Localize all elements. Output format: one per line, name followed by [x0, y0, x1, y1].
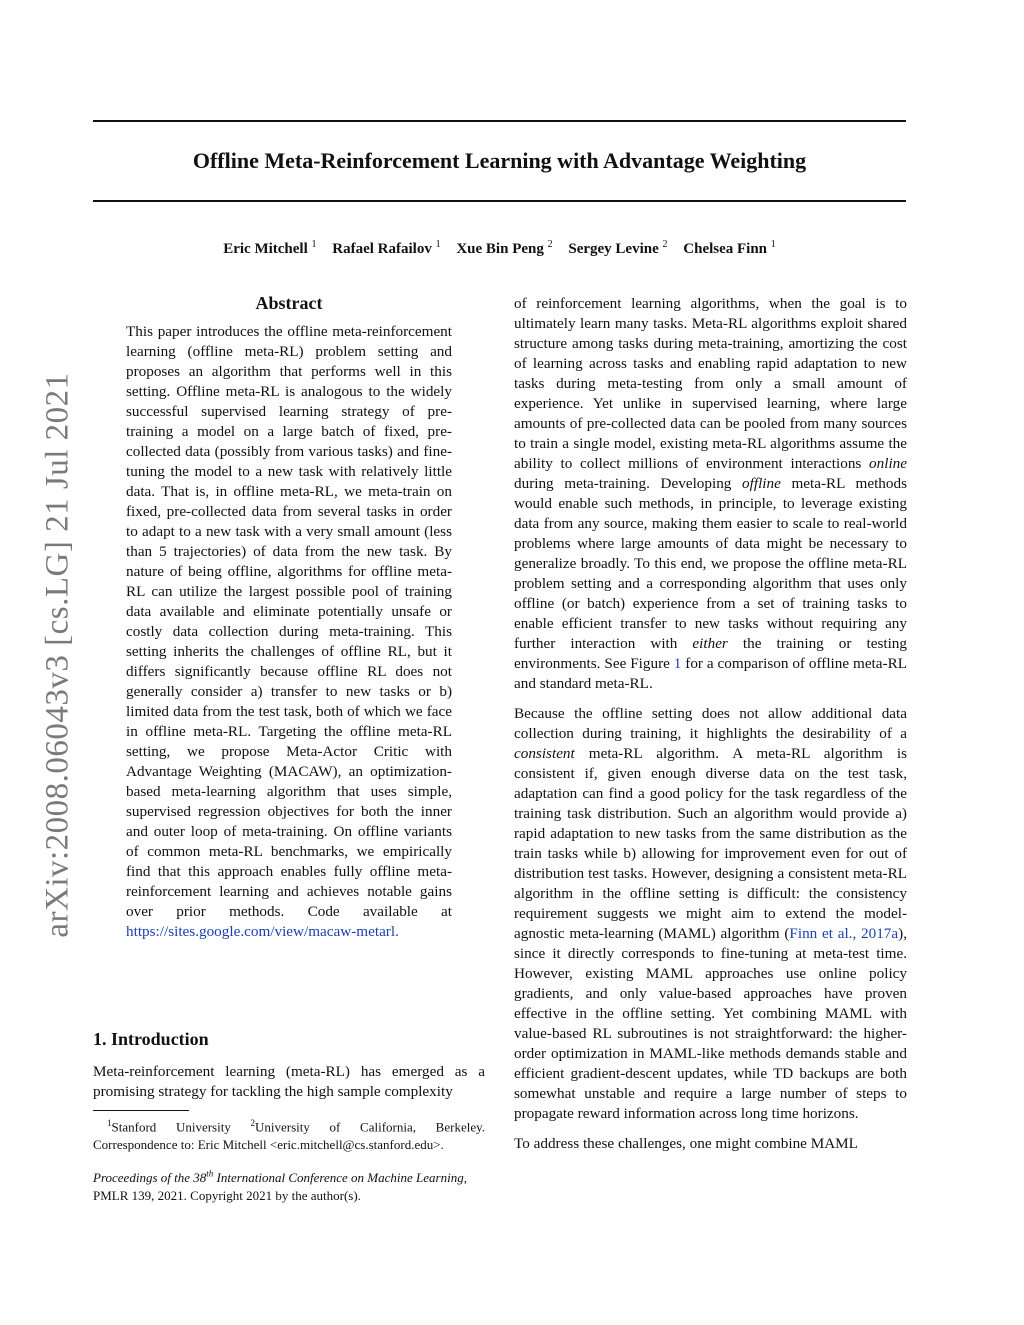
emphasis: offline	[742, 475, 781, 492]
abstract-body	[126, 322, 452, 942]
author-4	[568, 241, 667, 257]
author-5	[683, 241, 776, 257]
title-top-rule	[93, 120, 906, 122]
text-run: the training or testing environments. See Figure	[514, 635, 907, 672]
project-link[interactable]: https://sites.google.com/view/macaw-metarl.	[126, 923, 399, 940]
text-run: meta-RL methods would enable such methods, in principle, to leverage existing data from any source, making them easier to scale to real-world problems where large amounts of data might be necessary to generalize broadly. To this end, we propose the offline meta-RL problem setting and a corresponding algorithm that uses only offline (or batch) experience from a set of training tasks to enable efficient transfer to new tasks without requiring any further interaction with	[514, 475, 907, 652]
author-name: Eric Mitchell	[223, 241, 308, 257]
author-name: Xue Bin Peng	[456, 241, 544, 257]
author-name: Sergey Levine	[568, 241, 659, 257]
citation-link[interactable]: Finn et al., 2017a	[789, 925, 899, 942]
section-heading-introduction: 1. Introduction	[93, 1029, 209, 1049]
text-run: for a comparison of offline meta-RL and standard meta-RL.	[514, 655, 907, 692]
copyright-text: , PMLR 139, 2021. Copyright 2021 by the author(s).	[93, 1170, 467, 1204]
paragraph	[514, 704, 907, 1124]
text-run: during meta-training. Developing	[514, 475, 743, 492]
emphasis: consistent	[514, 745, 575, 762]
author-affiliation: 2	[662, 239, 668, 250]
affiliation-text: University of California, Berkeley. Correspondence to: Eric Mitchell <eric.mitchell@cs.stanford.edu>.	[93, 1119, 485, 1153]
author-name: Chelsea Finn	[683, 241, 768, 257]
text-run: meta-RL algorithm. A meta-RL algorithm is consistent if, given enough diverse data on the test task, adaptation can find a good policy for the task regardless of the training task distribution. Such an algorithm would provide a) rapid adaptation to new tasks from the same distribution as the train tasks while b) allowing for improvement even for out of distribution test tasks. However, designing a consistent meta-RL algorithm in the offline setting is difficult: the consistency requirement suggests we might aim to extend the model-agnostic meta-learning (MAML) algorithm (	[514, 745, 907, 942]
author-list	[93, 234, 906, 260]
left-column	[93, 290, 485, 942]
paragraph: To address these challenges, one might combine MAML	[514, 1135, 858, 1152]
author-affiliation: 1	[435, 239, 441, 250]
author-affiliation: 1	[770, 239, 776, 250]
affiliation-footnote	[93, 1114, 485, 1154]
intro-paragraph: Meta-reinforcement learning (meta-RL) has emerged as a promising strategy for tackling the high sample complexity	[93, 1063, 485, 1100]
text-run: Because the offline setting does not allow additional data collection during training, it highlights the desirability of a	[514, 705, 907, 742]
title-bottom-rule	[93, 200, 906, 202]
text-run: of reinforcement learning algorithms, when the goal is to ultimately learn many tasks. Meta-RL algorithms exploit shared structure among tasks during meta-training, amortizing the cost of learning across tasks and enabling rapid adaptation to new tasks during meta-testing from only a small amount of experience. Yet unlike in supervised learning, where large amounts of pre-collected data can be pooled from many sources to train a single model, existing meta-RL algorithms assume the ability to collect millions of environment interactions	[514, 295, 907, 472]
author-3	[456, 241, 552, 257]
emphasis: either	[692, 635, 728, 652]
proceedings-note	[93, 1165, 485, 1205]
abstract-text: This paper introduces the offline meta-reinforcement learning (offline meta-RL) problem setting and proposes an algorithm that performs well in this setting. Offline meta-RL is analogous to the widely successful supervised learning strategy of pre-training a model on a large batch of fixed, pre-collected data (possibly from various tasks) and fine-tuning the model to a new task with relatively little data. That is, in offline meta-RL, we meta-train on fixed, pre-collected data from several tasks in order to adapt to a new task with a very small amount (less than 5 trajectories) of data from the new task. By nature of being offline, algorithms for offline meta-RL can utilize the largest possible pool of training data available and eliminate potentially unsafe or costly data collection during meta-training. This setting inherits the challenges of offline RL, but it differs significantly because offline RL does not generally consider a) transfer to new tasks or b) limited data from the test task, both of which we face in offline meta-RL. Targeting the offline meta-RL setting, we propose Meta-Actor Critic with Advantage Weighting (MACAW), an optimization-based meta-learning algorithm that uses simple, supervised regression objectives for both the inner and outer loop of meta-training. On offline variants of common meta-RL benchmarks, we empirically find that this approach enables fully offline meta-reinforcement learning and achieves notable gains over prior methods. Code available at	[126, 323, 452, 920]
paragraph	[514, 294, 907, 694]
abstract-heading: Abstract	[255, 293, 323, 313]
author-name: Rafael Rafailov	[332, 241, 432, 257]
author-1	[223, 241, 316, 257]
author-affiliation: 2	[547, 239, 553, 250]
proceedings-prefix: Proceedings of the	[93, 1170, 194, 1186]
ordinal-suffix: th	[206, 1169, 214, 1179]
right-column	[514, 294, 907, 1164]
figure-reference-link[interactable]: 1	[673, 655, 682, 672]
emphasis: online	[869, 455, 907, 472]
footnote-mark: 2	[250, 1118, 255, 1128]
conference-name: International Conference on Machine Learning	[213, 1170, 464, 1186]
page-title: Offline Meta-Reinforcement Learning with Advantage Weighting	[192, 148, 807, 173]
author-2	[332, 241, 440, 257]
text-run: ), since it directly corresponds to fine-tuning at meta-test time. However, existing MAML approaches use online policy gradients, and only value-based approaches have proven effective in the offline setting. Yet combining MAML with value-based RL subroutines is not straightforward: the higher-order optimization in MAML-like methods demands stable and efficient gradient-descent updates, while TD backups are both somewhat unstable and require a large number of steps to propagate reward information across long time horizons.	[514, 925, 907, 1122]
conference-number: 38	[193, 1170, 207, 1186]
footnote-rule	[93, 1110, 189, 1111]
arxiv-identifier: arXiv:2008.06043v3 [cs.LG] 21 Jul 2021	[39, 372, 76, 938]
affiliation-text: Stanford University	[111, 1119, 251, 1135]
footnote-mark: 1	[107, 1118, 112, 1128]
author-affiliation: 1	[311, 239, 317, 250]
